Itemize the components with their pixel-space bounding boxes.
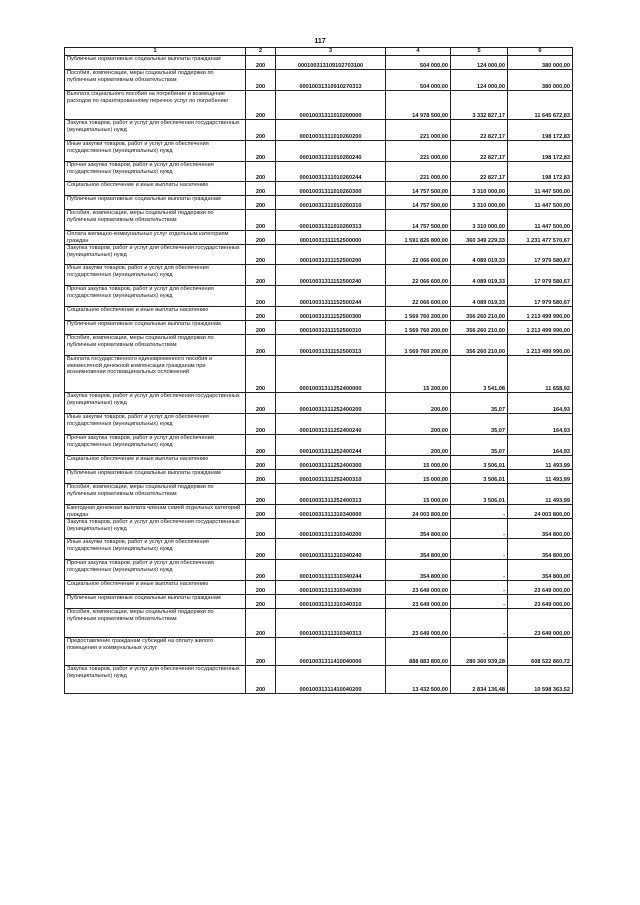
row-classification-code-cell: 00010031311310340244	[276, 560, 386, 581]
row-admin-code-cell: 200	[246, 231, 276, 245]
row-remaining-amount-cell: 380 000,00	[508, 56, 573, 70]
row-executed-amount-cell: 4 089 019,33	[451, 286, 508, 307]
row-approved-amount-cell: 14 978 500,00	[386, 91, 451, 120]
table-row	[65, 435, 573, 456]
table-row	[65, 539, 573, 560]
table-row	[65, 120, 573, 141]
table-row	[65, 393, 573, 414]
row-admin-code-cell: 200	[246, 519, 276, 539]
row-remaining-amount-cell: 17 979 580,67	[508, 265, 573, 286]
row-remaining-amount-cell: 11 645 672,83	[508, 91, 573, 120]
row-classification-code-cell: 00010031311310340200	[276, 519, 386, 539]
row-admin-code-cell: 200	[246, 356, 276, 393]
column-number: 4	[386, 48, 451, 56]
table-row	[65, 307, 573, 321]
row-classification-code-cell: 00010031311010260300	[276, 182, 386, 196]
row-name-cell: Закупка товаров, работ и услуг для обеспечения государственных (муниципальных) нужд	[65, 666, 246, 694]
row-approved-amount-cell: 221 000,00	[386, 162, 451, 182]
row-classification-code-cell: 00010031311410040200	[276, 666, 386, 694]
row-classification-code-cell: 00010031311010260000	[276, 91, 386, 120]
table-row	[65, 560, 573, 581]
row-executed-amount-cell: 360 349 229,33	[451, 231, 508, 245]
table-row	[65, 609, 573, 638]
row-remaining-amount-cell: 198 172,83	[508, 162, 573, 182]
row-remaining-amount-cell: 1 213 499 990,00	[508, 321, 573, 335]
row-classification-code-cell: 00010031311252400244	[276, 435, 386, 456]
row-executed-amount-cell: 3 506,01	[451, 456, 508, 470]
row-executed-amount-cell: 3 506,01	[451, 484, 508, 505]
row-approved-amount-cell: 200,00	[386, 414, 451, 435]
row-approved-amount-cell: 1 569 760 200,00	[386, 307, 451, 321]
row-name-cell: Прочая закупка товаров, работ и услуг для обеспечения государственных (муниципальных) нужд	[65, 162, 246, 182]
row-classification-code-cell: 00010031311152500000	[276, 231, 386, 245]
table-row	[65, 231, 573, 245]
row-executed-amount-cell: 124 000,00	[451, 56, 508, 70]
row-remaining-amount-cell: 164,93	[508, 414, 573, 435]
row-remaining-amount-cell: 11 493,99	[508, 470, 573, 484]
row-classification-code-cell: 00010031311310340313	[276, 609, 386, 638]
row-remaining-amount-cell: 354 800,00	[508, 539, 573, 560]
row-executed-amount-cell: 3 541,08	[451, 356, 508, 393]
page-number: 117	[314, 38, 326, 45]
row-approved-amount-cell: 221 000,00	[386, 141, 451, 162]
table-row	[65, 456, 573, 470]
row-admin-code-cell: 200	[246, 321, 276, 335]
row-classification-code-cell: 00010031311252400313	[276, 484, 386, 505]
row-name-cell: Социальное обеспечение и иные выплаты населению	[65, 456, 246, 470]
row-admin-code-cell: 200	[246, 595, 276, 609]
table-row	[65, 595, 573, 609]
row-executed-amount-cell: 356 260 210,00	[451, 307, 508, 321]
row-name-cell: Прочая закупка товаров, работ и услуг для обеспечения государственных (муниципальных) нужд	[65, 286, 246, 307]
row-name-cell: Иные закупки товаров, работ и услуг для обеспечения государственных (муниципальных) нужд	[65, 141, 246, 162]
row-name-cell: Публичные нормативные социальные выплаты гражданам	[65, 56, 246, 70]
row-admin-code-cell: 200	[246, 560, 276, 581]
row-admin-code-cell: 200	[246, 265, 276, 286]
row-name-cell: Выплата государственного единовременного пособия и ежемесячной денежной компенсации гражданам при возникновении поствакцинальных осложнений	[65, 356, 246, 393]
table-row	[65, 70, 573, 91]
table-row	[65, 666, 573, 694]
row-approved-amount-cell: 354 800,00	[386, 560, 451, 581]
table-row	[65, 265, 573, 286]
row-name-cell: Пособия, компенсации, меры социальной поддержки по публичным нормативным обязательствам	[65, 70, 246, 91]
column-number: 6	[508, 48, 573, 56]
row-executed-amount-cell: 4 089 019,33	[451, 265, 508, 286]
row-admin-code-cell: 200	[246, 393, 276, 414]
row-approved-amount-cell: 15 000,00	[386, 470, 451, 484]
row-executed-amount-cell: 35,07	[451, 435, 508, 456]
row-name-cell: Прочая закупка товаров, работ и услуг для обеспечения государственных (муниципальных) нужд	[65, 435, 246, 456]
row-executed-amount-cell: 4 089 019,33	[451, 245, 508, 265]
row-classification-code-cell: 00010031311152500300	[276, 307, 386, 321]
row-remaining-amount-cell: 11 447 500,00	[508, 210, 573, 231]
column-number: 3	[276, 48, 386, 56]
row-admin-code-cell: 200	[246, 182, 276, 196]
row-admin-code-cell: 200	[246, 286, 276, 307]
table-row	[65, 182, 573, 196]
row-approved-amount-cell: 221 000,00	[386, 120, 451, 141]
row-approved-amount-cell: 14 757 500,00	[386, 196, 451, 210]
row-approved-amount-cell: 14 757 500,00	[386, 182, 451, 196]
row-executed-amount-cell: 3 310 000,00	[451, 210, 508, 231]
row-admin-code-cell: 200	[246, 539, 276, 560]
row-name-cell: Выплата социального пособия на погребение и возмещение расходов по гарантированному перечню услуг по погребению	[65, 91, 246, 120]
row-name-cell: Закупка товаров, работ и услуг для обеспечения государственных (муниципальных) нужд	[65, 120, 246, 141]
row-approved-amount-cell: 1 569 760 200,00	[386, 335, 451, 356]
row-classification-code-cell: 00010031311152500200	[276, 245, 386, 265]
row-executed-amount-cell: 35,07	[451, 393, 508, 414]
row-executed-amount-cell: 22 827,17	[451, 120, 508, 141]
table-row	[65, 210, 573, 231]
row-name-cell: Закупка товаров, работ и услуг для обеспечения государственных (муниципальных) нужд	[65, 245, 246, 265]
row-executed-amount-cell: 3 310 000,00	[451, 196, 508, 210]
row-remaining-amount-cell: 164,93	[508, 435, 573, 456]
table-body	[65, 56, 573, 694]
row-approved-amount-cell: 200,00	[386, 393, 451, 414]
column-number: 1	[65, 48, 246, 56]
row-approved-amount-cell: 1 569 760 200,00	[386, 321, 451, 335]
row-executed-amount-cell: -	[451, 595, 508, 609]
row-remaining-amount-cell: 17 979 580,67	[508, 286, 573, 307]
row-executed-amount-cell: 280 360 939,28	[451, 638, 508, 666]
table-row	[65, 638, 573, 666]
row-remaining-amount-cell: 11 658,92	[508, 356, 573, 393]
row-executed-amount-cell: 356 260 210,00	[451, 335, 508, 356]
row-classification-code-cell: 00010031311310340300	[276, 581, 386, 595]
row-remaining-amount-cell: 23 649 000,00	[508, 609, 573, 638]
row-approved-amount-cell: 200,00	[386, 435, 451, 456]
row-remaining-amount-cell: 354 800,00	[508, 519, 573, 539]
row-name-cell: Предоставление гражданам субсидий на оплату жилого помещения и коммунальных услуг	[65, 638, 246, 666]
row-admin-code-cell: 200	[246, 335, 276, 356]
row-remaining-amount-cell: 380 000,00	[508, 70, 573, 91]
table-row	[65, 162, 573, 182]
row-admin-code-cell: 200	[246, 120, 276, 141]
row-remaining-amount-cell: 24 003 800,00	[508, 505, 573, 519]
row-name-cell: Публичные нормативные социальные выплаты гражданам	[65, 470, 246, 484]
row-classification-code-cell: 00010031311152500310	[276, 321, 386, 335]
row-approved-amount-cell: 504 000,00	[386, 70, 451, 91]
table-row	[65, 484, 573, 505]
row-executed-amount-cell: 3 506,01	[451, 470, 508, 484]
row-approved-amount-cell: 15 200,00	[386, 356, 451, 393]
row-name-cell: Публичные нормативные социальные выплаты гражданам	[65, 595, 246, 609]
column-number: 2	[246, 48, 276, 56]
row-name-cell: Пособия, компенсации, меры социальной поддержки по публичным нормативным обязательствам	[65, 210, 246, 231]
row-classification-code-cell: 00010031311010260313	[276, 210, 386, 231]
row-classification-code-cell: 000100313109102703100	[276, 56, 386, 70]
row-remaining-amount-cell: 11 493,99	[508, 456, 573, 470]
table-row	[65, 321, 573, 335]
table-row	[65, 196, 573, 210]
row-name-cell: Иные закупки товаров, работ и услуг для обеспечения государственных (муниципальных) нужд	[65, 414, 246, 435]
row-classification-code-cell: 00010031311252400310	[276, 470, 386, 484]
row-classification-code-cell: 00010031311252400300	[276, 456, 386, 470]
table-row	[65, 286, 573, 307]
row-approved-amount-cell: 15 000,00	[386, 484, 451, 505]
table-row	[65, 519, 573, 539]
row-classification-code-cell: 00010031311010260200	[276, 120, 386, 141]
row-approved-amount-cell: 22 066 600,00	[386, 265, 451, 286]
row-executed-amount-cell: 3 332 827,17	[451, 91, 508, 120]
row-name-cell: Социальное обеспечение и иные выплаты населению	[65, 581, 246, 595]
row-admin-code-cell: 200	[246, 307, 276, 321]
row-admin-code-cell: 200	[246, 162, 276, 182]
row-approved-amount-cell: 24 003 800,00	[386, 505, 451, 519]
row-approved-amount-cell: 354 800,00	[386, 539, 451, 560]
row-classification-code-cell: 00010031311252400240	[276, 414, 386, 435]
table-row	[65, 245, 573, 265]
table-row	[65, 56, 573, 70]
column-number: 5	[451, 48, 508, 56]
row-admin-code-cell: 200	[246, 581, 276, 595]
row-name-cell: Пособия, компенсации, меры социальной поддержки по публичным нормативным обязательствам	[65, 484, 246, 505]
row-remaining-amount-cell: 164,93	[508, 393, 573, 414]
row-classification-code-cell: 00010031311310340000	[276, 505, 386, 519]
row-executed-amount-cell: 22 827,17	[451, 141, 508, 162]
row-executed-amount-cell: 356 260 210,00	[451, 321, 508, 335]
table-row	[65, 91, 573, 120]
row-approved-amount-cell: 14 757 500,00	[386, 210, 451, 231]
column-number-row	[65, 48, 573, 56]
row-name-cell: Пособия, компенсации, меры социальной поддержки по публичным нормативным обязательствам	[65, 609, 246, 638]
row-admin-code-cell: 200	[246, 70, 276, 91]
row-approved-amount-cell: 23 649 000,00	[386, 581, 451, 595]
row-name-cell: Публичные нормативные социальные выплаты гражданам	[65, 321, 246, 335]
row-name-cell: Оплата жилищно-коммунальных услуг отдельным категориям граждан	[65, 231, 246, 245]
row-name-cell: Прочая закупка товаров, работ и услуг для обеспечения государственных (муниципальных) нужд	[65, 560, 246, 581]
row-executed-amount-cell: -	[451, 609, 508, 638]
row-name-cell: Иные закупки товаров, работ и услуг для обеспечения государственных (муниципальных) нужд	[65, 539, 246, 560]
row-remaining-amount-cell: 198 172,83	[508, 120, 573, 141]
row-admin-code-cell: 200	[246, 245, 276, 265]
row-admin-code-cell: 200	[246, 456, 276, 470]
table-row	[65, 335, 573, 356]
row-name-cell: Социальное обеспечение и иные выплаты населению	[65, 182, 246, 196]
row-executed-amount-cell: 3 310 000,00	[451, 182, 508, 196]
table-row	[65, 505, 573, 519]
row-admin-code-cell: 200	[246, 666, 276, 694]
row-approved-amount-cell: 15 000,00	[386, 456, 451, 470]
row-name-cell: Закупка товаров, работ и услуг для обеспечения государственных (муниципальных) нужд	[65, 519, 246, 539]
row-remaining-amount-cell: 23 649 000,00	[508, 595, 573, 609]
row-executed-amount-cell: 124 000,00	[451, 70, 508, 91]
row-classification-code-cell: 00010031311310340240	[276, 539, 386, 560]
row-admin-code-cell: 200	[246, 435, 276, 456]
row-remaining-amount-cell: 11 447 500,00	[508, 182, 573, 196]
row-classification-code-cell: 00010031310910270313	[276, 70, 386, 91]
row-admin-code-cell: 200	[246, 484, 276, 505]
row-approved-amount-cell: 354 800,00	[386, 519, 451, 539]
row-name-cell: Публичные нормативные социальные выплаты гражданам	[65, 196, 246, 210]
row-classification-code-cell: 00010031311410040000	[276, 638, 386, 666]
row-name-cell: Иные закупки товаров, работ и услуг для обеспечения государственных (муниципальных) нужд	[65, 265, 246, 286]
row-executed-amount-cell: -	[451, 539, 508, 560]
row-admin-code-cell: 200	[246, 414, 276, 435]
row-remaining-amount-cell: 354 800,00	[508, 560, 573, 581]
row-remaining-amount-cell: 17 979 580,67	[508, 245, 573, 265]
row-remaining-amount-cell: 11 447 500,00	[508, 196, 573, 210]
row-admin-code-cell: 200	[246, 210, 276, 231]
row-classification-code-cell: 00010031311310340310	[276, 595, 386, 609]
row-classification-code-cell: 00010031311152500313	[276, 335, 386, 356]
row-remaining-amount-cell: 1 213 499 990,00	[508, 307, 573, 321]
row-admin-code-cell: 200	[246, 196, 276, 210]
row-admin-code-cell: 200	[246, 609, 276, 638]
table-row	[65, 356, 573, 393]
row-classification-code-cell: 00010031311010260244	[276, 162, 386, 182]
row-remaining-amount-cell: 198 172,83	[508, 141, 573, 162]
row-remaining-amount-cell: 23 649 000,00	[508, 581, 573, 595]
table-row	[65, 470, 573, 484]
budget-table	[64, 47, 573, 694]
row-classification-code-cell: 00010031311152500240	[276, 265, 386, 286]
row-remaining-amount-cell: 1 231 477 570,67	[508, 231, 573, 245]
row-name-cell: Ежегодная денежная выплата членам семей отдельных категорий граждан	[65, 505, 246, 519]
row-approved-amount-cell: 888 883 800,00	[386, 638, 451, 666]
row-name-cell: Закупка товаров, работ и услуг для обеспечения государственных (муниципальных) нужд	[65, 393, 246, 414]
row-name-cell: Социальное обеспечение и иные выплаты населению	[65, 307, 246, 321]
row-executed-amount-cell: -	[451, 519, 508, 539]
row-classification-code-cell: 00010031311252400200	[276, 393, 386, 414]
row-admin-code-cell: 200	[246, 56, 276, 70]
row-admin-code-cell: 200	[246, 141, 276, 162]
row-executed-amount-cell: -	[451, 560, 508, 581]
row-remaining-amount-cell: 608 522 860,72	[508, 638, 573, 666]
row-approved-amount-cell: 13 432 500,00	[386, 666, 451, 694]
row-executed-amount-cell: -	[451, 581, 508, 595]
table-row	[65, 141, 573, 162]
row-admin-code-cell: 200	[246, 638, 276, 666]
row-remaining-amount-cell: 10 598 363,52	[508, 666, 573, 694]
row-executed-amount-cell: 2 834 136,48	[451, 666, 508, 694]
row-remaining-amount-cell: 11 493,99	[508, 484, 573, 505]
row-executed-amount-cell: 35,07	[451, 414, 508, 435]
row-approved-amount-cell: 504 000,00	[386, 56, 451, 70]
row-name-cell: Пособия, компенсации, меры социальной поддержки по публичным нормативным обязательствам	[65, 335, 246, 356]
row-approved-amount-cell: 23 649 000,00	[386, 609, 451, 638]
table-row	[65, 414, 573, 435]
row-executed-amount-cell: 22 827,17	[451, 162, 508, 182]
row-approved-amount-cell: 22 066 600,00	[386, 245, 451, 265]
row-admin-code-cell: 200	[246, 91, 276, 120]
row-admin-code-cell: 200	[246, 470, 276, 484]
row-remaining-amount-cell: 1 213 499 990,00	[508, 335, 573, 356]
row-admin-code-cell: 200	[246, 505, 276, 519]
table-row	[65, 581, 573, 595]
row-approved-amount-cell: 22 066 600,00	[386, 286, 451, 307]
row-classification-code-cell: 00010031311152500244	[276, 286, 386, 307]
row-classification-code-cell: 00010031311252400000	[276, 356, 386, 393]
row-approved-amount-cell: 23 649 000,00	[386, 595, 451, 609]
row-classification-code-cell: 00010031311010260240	[276, 141, 386, 162]
row-classification-code-cell: 00010031311010260310	[276, 196, 386, 210]
row-executed-amount-cell: -	[451, 505, 508, 519]
row-approved-amount-cell: 1 591 826 800,00	[386, 231, 451, 245]
